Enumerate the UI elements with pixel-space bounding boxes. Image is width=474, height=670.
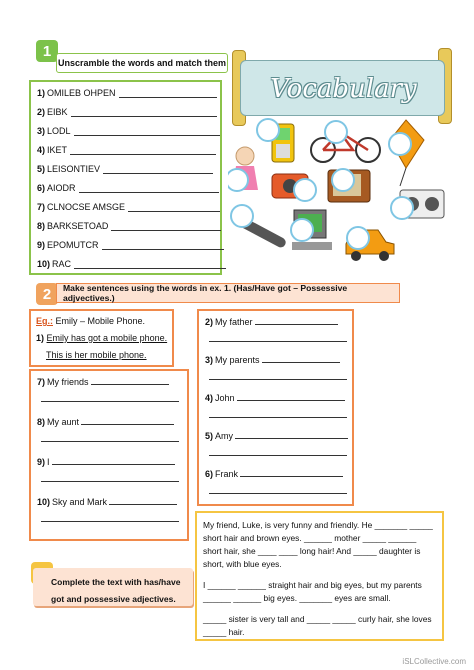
scrambled-word: OMILEB OHPEN xyxy=(47,88,116,98)
sentence-row xyxy=(205,431,348,441)
answer-line[interactable] xyxy=(41,514,179,522)
item-number: 10) xyxy=(37,259,51,269)
item-number: 7) xyxy=(37,377,46,387)
answer-line[interactable] xyxy=(91,377,169,385)
answer-circle xyxy=(389,133,411,155)
section-1-title: Unscramble the words and match them xyxy=(56,53,228,73)
answer-circle xyxy=(294,179,316,201)
answer-circle xyxy=(332,169,354,191)
answer-line[interactable] xyxy=(235,431,348,439)
scrambled-word: EPOMUTCR xyxy=(47,240,99,250)
item-subject: My aunt xyxy=(47,417,80,427)
answer-line[interactable] xyxy=(209,486,347,494)
scrambled-word-row xyxy=(37,259,226,269)
item-subject: My parents xyxy=(215,355,260,365)
sentence-row xyxy=(37,457,175,467)
answer-line[interactable] xyxy=(209,334,347,342)
item-number: 10) xyxy=(37,497,51,507)
sentence-row xyxy=(205,355,340,365)
answer-line[interactable] xyxy=(237,393,345,401)
item-number: 1) xyxy=(37,88,46,98)
item-number: 9) xyxy=(37,457,46,467)
example-line-1: Emily has got a mobile phone. xyxy=(46,333,168,343)
item-subject: My friends xyxy=(47,377,89,387)
scrambled-word-row xyxy=(37,164,213,174)
item-subject: John xyxy=(215,393,235,403)
answer-line[interactable] xyxy=(70,147,216,155)
item-subject: I xyxy=(47,457,50,467)
sentence-row xyxy=(205,469,343,479)
answer-circle xyxy=(228,169,248,191)
answer-circle xyxy=(391,197,413,219)
scrambled-word-row xyxy=(37,202,220,212)
item-number: 3) xyxy=(37,126,46,136)
scrambled-word-row xyxy=(37,221,221,231)
scrambled-word-row xyxy=(37,88,217,98)
scrambled-word: LODL xyxy=(47,126,71,136)
item-number: 3) xyxy=(205,355,214,365)
answer-line[interactable] xyxy=(103,166,213,174)
sentence-row xyxy=(37,497,177,507)
answer-line[interactable] xyxy=(111,223,221,231)
example-label: Eg.: xyxy=(36,316,53,326)
item-number: 8) xyxy=(37,417,46,427)
answer-circle xyxy=(325,121,347,143)
scrambled-word: EIBK xyxy=(47,107,68,117)
answer-line[interactable] xyxy=(262,355,340,363)
answer-line[interactable] xyxy=(240,469,343,477)
section-2-number: 2 xyxy=(36,283,58,305)
answer-line[interactable] xyxy=(102,242,224,250)
vocabulary-title: Vocabulary xyxy=(270,74,417,104)
section-2-title: Make sentences using the words in ex. 1. (Has/Have got – Possessive adjvectives.) xyxy=(56,283,400,303)
item-subject: Frank xyxy=(215,469,239,479)
item-number: 8) xyxy=(37,221,46,231)
scrambled-word: RAC xyxy=(52,259,72,269)
answer-line[interactable] xyxy=(41,434,179,442)
answer-line[interactable] xyxy=(209,448,347,456)
section-1-number: 1 xyxy=(36,40,58,62)
item-number: 5) xyxy=(37,164,46,174)
answer-line[interactable] xyxy=(128,204,220,212)
scrambled-word-row xyxy=(37,107,217,117)
scrambled-word-row xyxy=(37,145,216,155)
answer-line[interactable] xyxy=(109,497,177,505)
scrambled-word: AIODR xyxy=(47,183,76,193)
answer-circle xyxy=(231,205,253,227)
item-number: 6) xyxy=(205,469,214,479)
answer-line[interactable] xyxy=(209,410,347,418)
section-3-title xyxy=(33,568,193,606)
answer-line[interactable] xyxy=(41,474,179,482)
item-subject: My father xyxy=(215,317,253,327)
scrambled-word: IKET xyxy=(47,145,68,155)
item-number: 6) xyxy=(37,183,46,193)
answer-line[interactable] xyxy=(74,128,220,136)
sentence-row xyxy=(205,393,345,403)
text-to-complete-box xyxy=(195,511,444,641)
item-number: 5) xyxy=(205,431,214,441)
answer-circle xyxy=(291,219,313,241)
sentence-row xyxy=(37,417,174,427)
answer-line[interactable] xyxy=(71,109,217,117)
item-number: 4) xyxy=(37,145,46,155)
scrambled-word-row xyxy=(37,183,219,193)
example-prompt: Emily – Mobile Phone. xyxy=(55,316,146,326)
answer-line[interactable] xyxy=(74,261,226,269)
answer-circle xyxy=(257,119,279,141)
scrambled-word: BARKSETOAD xyxy=(47,221,109,231)
example-box xyxy=(29,309,174,367)
answer-line[interactable] xyxy=(52,457,175,465)
example-number: 1) xyxy=(36,333,45,343)
section-3-title-line-2: got and possessive adjectives. xyxy=(51,594,176,604)
sentence-row xyxy=(37,377,169,387)
paragraph-1: My friend, Luke, is very funny and friendly. He _______ _____ short hair and brown eyes. ______ mother _____ ______ short hair, she ____ ____ long hair! And _____ daughter is short, with blue eyes. xyxy=(203,520,433,569)
item-number: 4) xyxy=(205,393,214,403)
answer-line[interactable] xyxy=(255,317,338,325)
paragraph-3: _____ sister is very tall and _____ _____ curly hair, she loves _____ hair. xyxy=(203,614,432,637)
answer-line[interactable] xyxy=(119,90,217,98)
scrambled-word-row xyxy=(37,126,220,136)
example-line-2: This is her mobile phone. xyxy=(46,350,147,360)
answer-line[interactable] xyxy=(79,185,219,193)
answer-line[interactable] xyxy=(41,394,179,402)
sentence-row xyxy=(205,317,338,327)
scrambled-word-row xyxy=(37,240,224,250)
answer-line[interactable] xyxy=(209,372,347,380)
item-number: 9) xyxy=(37,240,46,250)
right-sentences-box xyxy=(197,309,354,506)
item-number: 2) xyxy=(205,317,214,327)
section-3-title-line-1: Complete the text with has/have xyxy=(51,577,181,587)
scrambled-word: CLNOCSE AMSGE xyxy=(47,202,126,212)
vocabulary-pictures xyxy=(228,118,454,268)
paragraph-2: I ______ ______ straight hair and big eyes, but my parents ______ ______ big eyes. _______ eyes are small. xyxy=(203,580,422,603)
scrambled-word: LEISONTIEV xyxy=(47,164,101,174)
item-subject: Amy xyxy=(215,431,234,441)
left-sentences-box xyxy=(29,369,189,541)
footer-credit: iSLCollective.com xyxy=(402,657,466,666)
unscramble-box xyxy=(29,80,222,275)
answer-line[interactable] xyxy=(81,417,174,425)
item-subject: Sky and Mark xyxy=(52,497,108,507)
vocabulary-banner xyxy=(240,60,445,116)
item-number: 2) xyxy=(37,107,46,117)
answer-circle xyxy=(347,227,369,249)
item-number: 7) xyxy=(37,202,46,212)
